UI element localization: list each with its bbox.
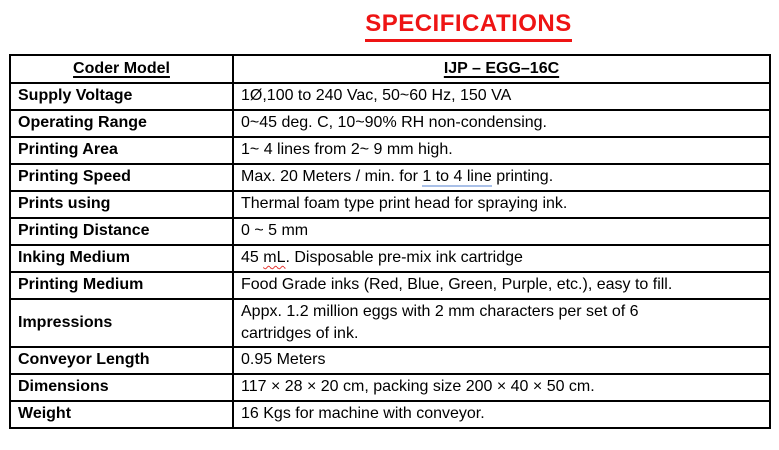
value-text: Max. 20 Meters / min. for xyxy=(241,168,423,186)
table-row-impressions xyxy=(10,299,770,347)
row-label: Printing Speed xyxy=(10,164,233,191)
row-label: Supply Voltage xyxy=(10,83,233,110)
grammar-check-underlined-text: 1 to 4 line xyxy=(422,168,492,186)
row-label: Printing Distance xyxy=(10,218,233,245)
table-header-row xyxy=(10,55,770,83)
row-label: Dimensions xyxy=(10,374,233,401)
value-text: 45 xyxy=(241,249,264,267)
row-label: Printing Medium xyxy=(10,272,233,299)
row-value: Food Grade inks (Red, Blue, Green, Purple, etc.), easy to fill. xyxy=(233,272,770,299)
model-number-value: IJP – EGG–16C xyxy=(443,59,560,77)
page-title: SPECIFICATIONS xyxy=(365,10,572,42)
row-value: 117 × 28 × 20 cm, packing size 200 × 40 × 50 cm. xyxy=(233,374,770,401)
specifications-table xyxy=(9,54,771,429)
value-text: . Disposable pre-mix ink cartridge xyxy=(285,249,523,267)
value-text: printing. xyxy=(491,168,554,186)
row-value xyxy=(233,245,770,272)
row-value: 16 Kgs for machine with conveyor. xyxy=(233,401,770,428)
row-label: Operating Range xyxy=(10,110,233,137)
header-model-number xyxy=(233,55,770,83)
coder-model-label: Coder Model xyxy=(73,59,170,77)
table-row-printing-area xyxy=(10,137,770,164)
table-row-conveyor-length xyxy=(10,347,770,374)
row-value xyxy=(233,164,770,191)
table-row-printing-distance xyxy=(10,218,770,245)
table-row-printing-medium xyxy=(10,272,770,299)
row-value: 1~ 4 lines from 2~ 9 mm high. xyxy=(233,137,770,164)
row-label: Printing Area xyxy=(10,137,233,164)
table-row-supply-voltage xyxy=(10,83,770,110)
table-row-inking-medium xyxy=(10,245,770,272)
row-label: Conveyor Length xyxy=(10,347,233,374)
row-label: Weight xyxy=(10,401,233,428)
row-value xyxy=(233,299,770,347)
row-value: 0.95 Meters xyxy=(233,347,770,374)
row-value: 0~45 deg. C, 10~90% RH non-condensing. xyxy=(233,110,770,137)
table-row-prints-using xyxy=(10,191,770,218)
row-value: 0 ~ 5 mm xyxy=(233,218,770,245)
spell-check-underlined-text: mL xyxy=(263,249,286,267)
row-label: Prints using xyxy=(10,191,233,218)
table-row-dimensions xyxy=(10,374,770,401)
table-row-printing-speed xyxy=(10,164,770,191)
table-row-operating-range xyxy=(10,110,770,137)
table-row-weight xyxy=(10,401,770,428)
row-label: Impressions xyxy=(10,299,233,347)
row-label: Inking Medium xyxy=(10,245,233,272)
row-value: Thermal foam type print head for spraying ink. xyxy=(233,191,770,218)
row-value: 1Ø,100 to 240 Vac, 50~60 Hz, 150 VA xyxy=(233,83,770,110)
value-line-2: cartridges of ink. xyxy=(241,324,359,342)
value-line-1: Appx. 1.2 million eggs with 2 mm characters per set of 6 xyxy=(241,302,639,320)
title-row xyxy=(79,10,779,42)
header-coder-model xyxy=(10,55,233,83)
